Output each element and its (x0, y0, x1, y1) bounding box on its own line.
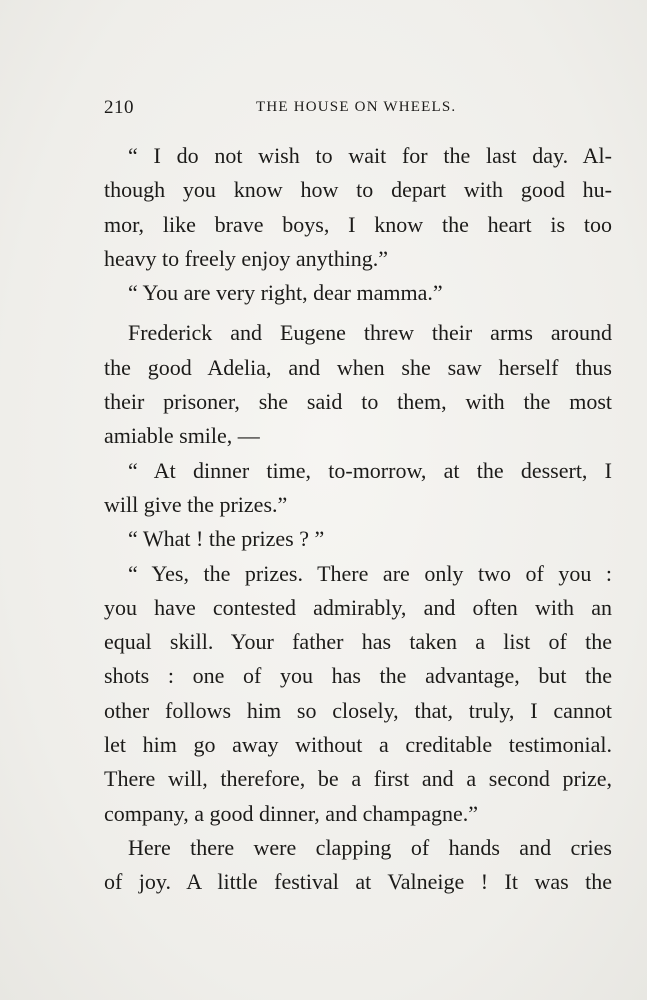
text-line: equal skill. Your father has taken a list of the (104, 629, 612, 655)
body-text (104, 139, 612, 900)
text-line: you have contested admirably, and often with an (104, 594, 612, 620)
text-line: shots : one of you has the advantage, but the (104, 663, 612, 689)
text-line: the good Adelia, and when she saw herself thus (104, 354, 612, 380)
text-line: though you know how to depart with good hu- (104, 177, 612, 203)
text-line: “ What ! the prizes ? ” (128, 526, 325, 552)
text-line: “ At dinner time, to-morrow, at the dessert, I (128, 457, 612, 483)
page-number: 210 (104, 97, 134, 118)
running-head: THE HOUSE ON WHEELS. (256, 99, 457, 115)
text-line: “ I do not wish to wait for the last day. Al- (128, 143, 612, 168)
text-line: “ Yes, the prizes. There are only two of you : (128, 560, 612, 586)
text-line: other follows him so closely, that, truly, I cannot (104, 697, 612, 723)
page-header (104, 97, 612, 121)
text-line: There will, therefore, be a first and a second prize, (104, 766, 612, 792)
text-line: their prisoner, she said to them, with the most (104, 389, 612, 415)
text-line: Here there were clapping of hands and cries (128, 834, 612, 860)
text-line: will give the prizes.” (104, 491, 288, 517)
text-line: “ You are very right, dear mamma.” (128, 280, 443, 306)
text-line: amiable smile, — (104, 423, 260, 449)
text-line: of joy. A little festival at Valneige ! It was the (104, 869, 612, 895)
text-line: heavy to freely enjoy anything.” (104, 245, 389, 271)
text-line: let him go away without a creditable testimonial. (104, 732, 612, 758)
text-line: Frederick and Eugene threw their arms around (128, 320, 612, 346)
text-line: company, a good dinner, and champagne.” (104, 800, 478, 826)
text-line: mor, like brave boys, I know the heart is too (104, 211, 612, 237)
